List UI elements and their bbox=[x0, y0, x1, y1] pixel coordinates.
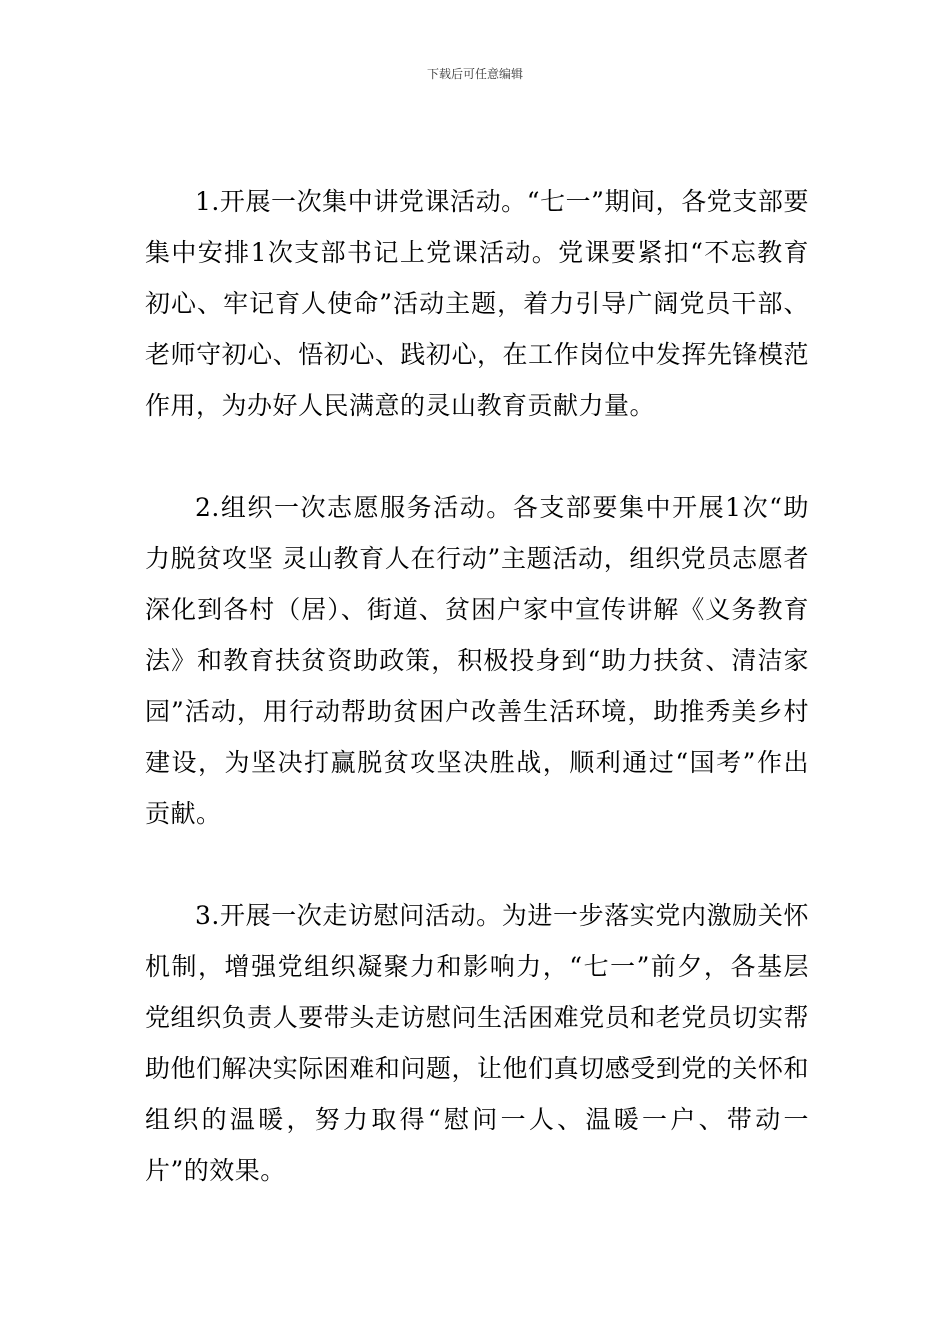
page-header-note: 下载后可任意编辑 bbox=[426, 67, 523, 81]
paragraph-1: 1.开展一次集中讲党课活动。“七一”期间，各党支部要集中安排1次支部书记上党课活动。党课要紧扣“不忘教育初心、牢记育人使命”活动主题，着力引导广阔党员干部、老师守初心、悟初心、践初心，在工作岗位中发挥先锋模范作用，为办好人民满意的灵山教育贡献力量。 bbox=[145, 187, 809, 420]
paragraph-2: 2.组织一次志愿服务活动。各支部要集中开展1次“助力脱贫攻坚 灵山教育人在行动”主题活动，组织党员志愿者深化到各村（居）、街道、贫困户家中宣传讲解《义务教育法》和教育扶贫资助政策，积极投身到“助力扶贫、清洁家园”活动，用行动帮助贫困户改善生活环境，助推秀美乡村建设，为坚决打赢脱贫攻坚决胜战，顺利通过“国考”作出贡献。 bbox=[145, 493, 809, 828]
paragraph-3: 3.开展一次走访慰问活动。为进一步落实党内激励关怀机制，增强党组织凝聚力和影响力，“七一”前夕，各基层党组织负责人要带头走访慰问生活困难党员和老党员切实帮助他们解决实际困难和问题，让他们真切感受到党的关怀和组织的温暖，努力取得“慰问一人、温暖一户、带动一片”的效果。 bbox=[145, 901, 809, 1185]
document-body bbox=[145, 176, 809, 1196]
